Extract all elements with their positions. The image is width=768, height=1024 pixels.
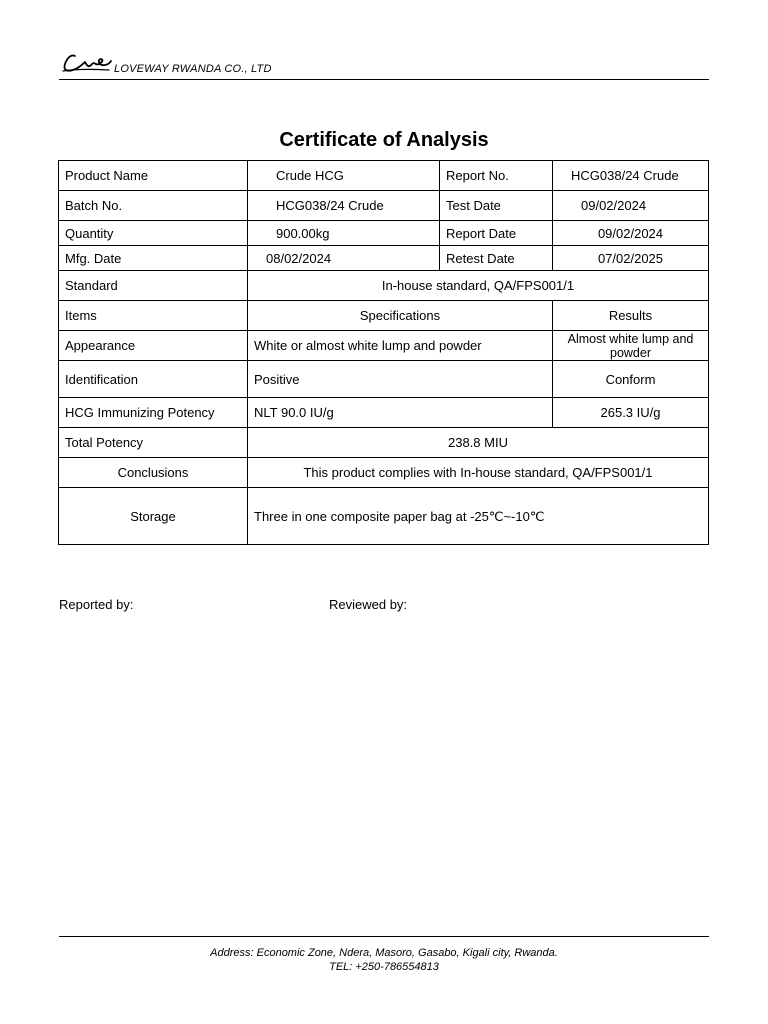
test-spec: White or almost white lump and powder [248,331,553,361]
analysis-table [58,160,709,545]
mfg-date-label: Mfg. Date [59,246,248,271]
document-footer [59,936,709,974]
conclusions-label: Conclusions [59,458,248,488]
quantity-label: Quantity [59,221,248,246]
standard-value: In-house standard, QA/FPS001/1 [248,271,709,301]
report-date-label: Report Date [440,221,553,246]
table-row [59,488,709,545]
reviewed-by-label: Reviewed by: [329,597,408,612]
table-row [59,331,709,361]
standard-label: Standard [59,271,248,301]
quantity-value: 900.00kg [248,221,440,246]
test-date-value: 09/02/2024 [553,191,709,221]
test-item: Identification [59,361,248,398]
company-logo-icon [61,50,113,76]
storage-value: Three in one composite paper bag at -25℃~-10℃ [248,488,709,545]
table-row [59,161,709,191]
conclusions-value: This product complies with In-house standard, QA/FPS001/1 [248,458,709,488]
test-date-label: Test Date [440,191,553,221]
report-no-value: HCG038/24 Crude [553,161,709,191]
table-row [59,398,709,428]
specifications-header: Specifications [248,301,553,331]
document-header [59,48,709,80]
company-name: LOVEWAY RWANDA CO., LTD [114,63,272,75]
product-name-label: Product Name [59,161,248,191]
test-spec: NLT 90.0 IU/g [248,398,553,428]
footer-tel: TEL: +250-786554813 [329,961,439,973]
total-potency-value: 238.8 MIU [248,428,709,458]
test-item: HCG Immunizing Potency [59,398,248,428]
items-header: Items [59,301,248,331]
table-row [59,458,709,488]
report-no-label: Report No. [440,161,553,191]
test-spec: Positive [248,361,553,398]
document-title: Certificate of Analysis [279,129,489,151]
table-row [59,191,709,221]
table-row [59,221,709,246]
test-result: Conform [553,361,709,398]
mfg-date-value: 08/02/2024 [248,246,440,271]
report-date-value: 09/02/2024 [553,221,709,246]
storage-label: Storage [59,488,248,545]
table-header-row [59,301,709,331]
total-potency-label: Total Potency [59,428,248,458]
table-row [59,428,709,458]
table-row [59,361,709,398]
retest-date-value: 07/02/2025 [553,246,709,271]
product-name-value: Crude HCG [248,161,440,191]
retest-date-label: Retest Date [440,246,553,271]
results-header: Results [553,301,709,331]
test-result: Almost white lump and powder [553,331,709,361]
batch-no-value: HCG038/24 Crude [248,191,440,221]
footer-address: Address: Economic Zone, Ndera, Masoro, Gasabo, Kigali city, Rwanda. [210,947,558,959]
test-item: Appearance [59,331,248,361]
table-row [59,271,709,301]
table-row [59,246,709,271]
batch-no-label: Batch No. [59,191,248,221]
reported-by-label: Reported by: [59,597,134,612]
test-result: 265.3 IU/g [553,398,709,428]
